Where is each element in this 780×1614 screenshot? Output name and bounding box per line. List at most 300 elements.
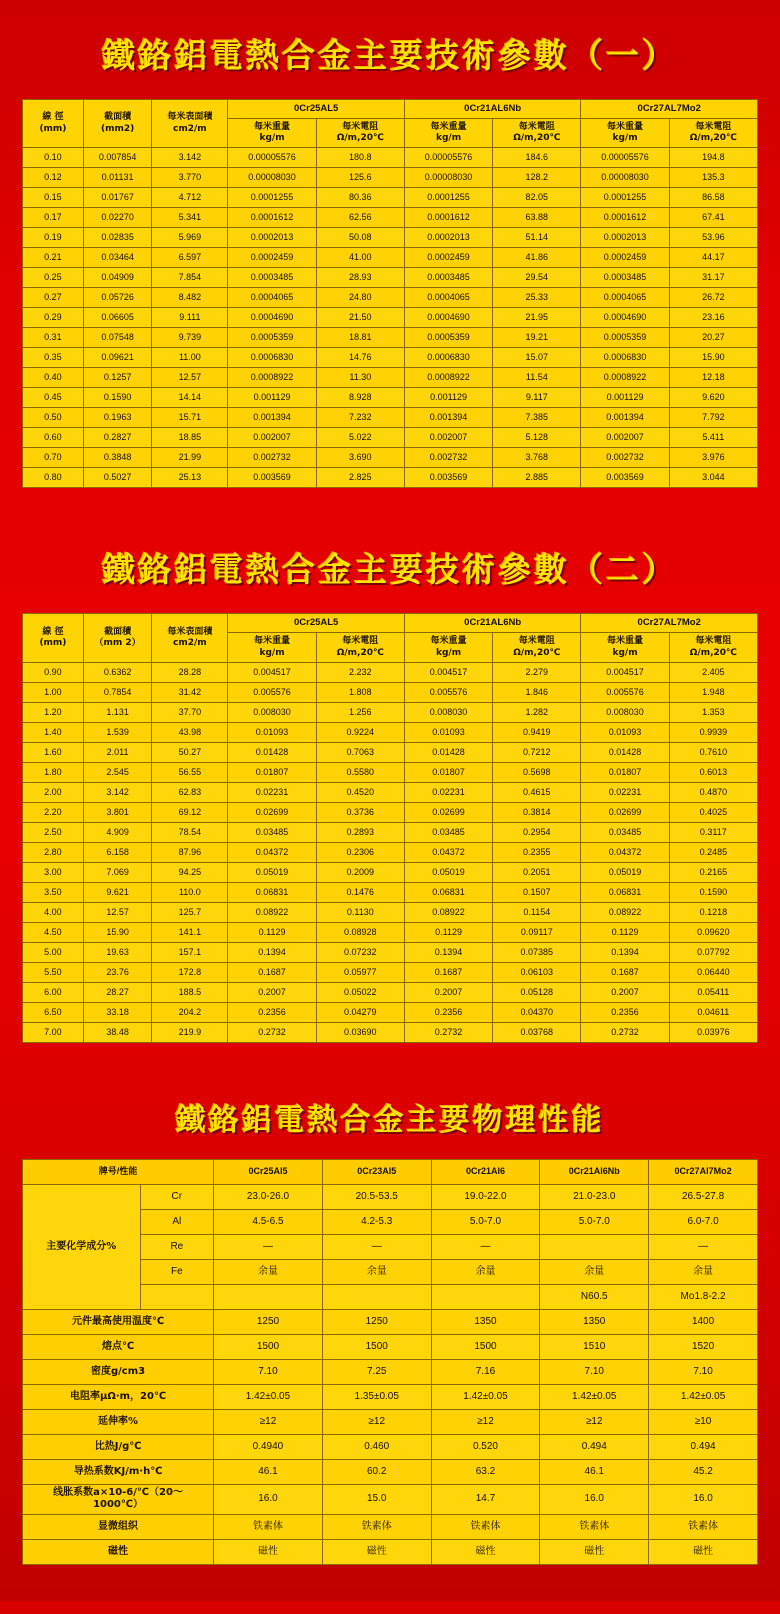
table-cell: 21.50 (316, 308, 404, 328)
table-cell: 0.1218 (669, 902, 757, 922)
col-header-area: 截面積 （mm 2） (83, 614, 151, 662)
table-cell: 11.54 (493, 368, 581, 388)
table-cell: 0.7610 (669, 742, 757, 762)
sub-header-weight: 每米重量 kg/m (404, 633, 492, 663)
table-cell: 16.0 (214, 1484, 323, 1514)
table-row (23, 148, 758, 168)
table-cell: 0.27 (23, 288, 84, 308)
table-cell: 0.0008922 (581, 368, 669, 388)
property-label: 延伸率% (23, 1409, 214, 1434)
table-cell: 9.111 (152, 308, 228, 328)
table-cell: 172.8 (152, 962, 228, 982)
table-wrapper-2 (0, 613, 780, 1068)
table-cell: 6.0-7.0 (649, 1209, 758, 1234)
table-cell: 0.005576 (404, 682, 492, 702)
table-cell: 6.00 (23, 982, 84, 1002)
table-cell: 磁性 (322, 1539, 431, 1564)
table-row (23, 388, 758, 408)
table-row (23, 942, 758, 962)
table-cell: 0.4940 (214, 1434, 323, 1459)
table-cell: 4.5-6.5 (214, 1209, 323, 1234)
group-header-alloy-1: 0Cr25AL5 (228, 100, 405, 119)
table-cell: 0.06831 (404, 882, 492, 902)
composition-element-label: Re (140, 1234, 213, 1259)
table-cell: 0.50 (23, 408, 84, 428)
table-cell: 0.002007 (228, 428, 316, 448)
table-cell: 0.03485 (404, 822, 492, 842)
physical-properties-table (22, 1159, 758, 1565)
table-cell: 0.008030 (404, 702, 492, 722)
table-cell: 135.3 (669, 168, 757, 188)
table-cell: 0.07548 (83, 328, 151, 348)
table-cell: 21.95 (493, 308, 581, 328)
table-cell: 0.1394 (228, 942, 316, 962)
table-cell: 6.158 (83, 842, 151, 862)
table-cell: 0.07385 (493, 942, 581, 962)
table-cell: 2.405 (669, 662, 757, 682)
table-cell: 0.01093 (581, 722, 669, 742)
table-cell: 0.2893 (316, 822, 404, 842)
table-cell: 铁素体 (649, 1514, 758, 1539)
table-cell: 125.6 (316, 168, 404, 188)
table-cell: 1.42±0.05 (214, 1384, 323, 1409)
table-cell: 0.05019 (404, 862, 492, 882)
table-row (23, 308, 758, 328)
table-row (23, 1514, 758, 1539)
table-cell: 0.01807 (404, 762, 492, 782)
table-cell: N60.5 (540, 1284, 649, 1309)
table-row (23, 842, 758, 862)
property-label: 密度g/cm3 (23, 1359, 214, 1384)
table-cell: 0.5698 (493, 762, 581, 782)
table-cell: 28.28 (152, 662, 228, 682)
table-cell: 14.76 (316, 348, 404, 368)
table-cell: 3.768 (493, 448, 581, 468)
table-cell: 0.0001612 (404, 208, 492, 228)
table-cell: 2.885 (493, 468, 581, 488)
table-cell: 0.1590 (669, 882, 757, 902)
table-cell: 4.50 (23, 922, 84, 942)
table-cell: 0.002732 (581, 448, 669, 468)
table-cell: 1.40 (23, 722, 84, 742)
table-cell: 0.03464 (83, 248, 151, 268)
table-cell: 0.0005359 (228, 328, 316, 348)
table-cell: 219.9 (152, 1022, 228, 1042)
table-cell: 0.09621 (83, 348, 151, 368)
table-cell: 20.5-53.5 (322, 1184, 431, 1209)
table-cell: 7.25 (322, 1359, 431, 1384)
table-cell: 0.3736 (316, 802, 404, 822)
table-cell: 19.0-22.0 (431, 1184, 540, 1209)
table-cell: 0.4025 (669, 802, 757, 822)
table-cell: 0.02835 (83, 228, 151, 248)
table-row (23, 448, 758, 468)
table-cell: 0.02231 (228, 782, 316, 802)
table-row (23, 1002, 758, 1022)
table-cell: 0.05411 (669, 982, 757, 1002)
table-cell: 0.1394 (404, 942, 492, 962)
table-cell: 0.2732 (404, 1022, 492, 1042)
table-cell: 0.1129 (581, 922, 669, 942)
table-cell: 0.02270 (83, 208, 151, 228)
table-cell: 63.2 (431, 1459, 540, 1484)
table-cell: 3.976 (669, 448, 757, 468)
table-cell: 0.3814 (493, 802, 581, 822)
table-cell: 11.30 (316, 368, 404, 388)
column-header-alloy: 0Cr25Al5 (214, 1159, 323, 1184)
table-cell: — (214, 1234, 323, 1259)
group-header-alloy-2: 0Cr21AL6Nb (404, 100, 581, 119)
table-cell: 0.3117 (669, 822, 757, 842)
table-body-1 (23, 148, 758, 488)
table-row (23, 982, 758, 1002)
table-row (23, 1184, 758, 1209)
table-cell: 0.5580 (316, 762, 404, 782)
table-row (23, 882, 758, 902)
property-label: 线胀系数a×10-6/℃（20～ 1000℃） (23, 1484, 214, 1514)
sub-header-weight: 每米重量 kg/m (581, 118, 669, 148)
col-header-surface: 每米表面積 cm2/m (152, 100, 228, 148)
sub-header-resistance: 每米電阻 Ω/m,20℃ (669, 633, 757, 663)
table-cell: 0.04372 (581, 842, 669, 862)
table-cell: 0.03768 (493, 1022, 581, 1042)
col-header-wire-dia: 線 徑 (mm) (23, 614, 84, 662)
table-header-2 (23, 614, 758, 662)
table-cell: 1250 (214, 1309, 323, 1334)
table-cell: 0.06831 (581, 882, 669, 902)
table-cell: 5.0-7.0 (431, 1209, 540, 1234)
table-row (23, 288, 758, 308)
table-cell: 78.54 (152, 822, 228, 842)
table-cell: 0.2007 (228, 982, 316, 1002)
table-cell: 44.17 (669, 248, 757, 268)
table-cell: 0.002732 (404, 448, 492, 468)
table-cell: 0.06440 (669, 962, 757, 982)
table-wrapper-1 (0, 99, 780, 514)
col-header-surface: 每米表面積 cm2/m (152, 614, 228, 662)
table-cell: 23.76 (83, 962, 151, 982)
table-row (23, 348, 758, 368)
table-cell: 0.0004065 (228, 288, 316, 308)
table-cell: 1500 (431, 1334, 540, 1359)
table-row (23, 1539, 758, 1564)
table-cell: 2.232 (316, 662, 404, 682)
table-cell: 1.20 (23, 702, 84, 722)
table-cell: 3.00 (23, 862, 84, 882)
table-cell: 7.16 (431, 1359, 540, 1384)
table-row (23, 922, 758, 942)
table-cell: 0.0003485 (404, 268, 492, 288)
table-cell: 0.008030 (581, 702, 669, 722)
table-cell: 2.20 (23, 802, 84, 822)
table-row (23, 702, 758, 722)
table-cell: 0.01428 (228, 742, 316, 762)
table-cell: 9.620 (669, 388, 757, 408)
col-header-area: 截面積 (mm2) (83, 100, 151, 148)
table-cell: 2.279 (493, 662, 581, 682)
table-cell: 5.50 (23, 962, 84, 982)
table-cell: 8.928 (316, 388, 404, 408)
table-cell: 0.00008030 (404, 168, 492, 188)
table-cell: 0.05128 (493, 982, 581, 1002)
table-cell: 0.9224 (316, 722, 404, 742)
table-cell: 7.10 (540, 1359, 649, 1384)
column-header-alloy: 0Cr21Al6 (431, 1159, 540, 1184)
table-cell: 0.5027 (83, 468, 151, 488)
grade-property-header: 牌号/性能 (23, 1159, 214, 1184)
table-cell: 1500 (214, 1334, 323, 1359)
table-cell: 0.25 (23, 268, 84, 288)
table-cell: 0.0002013 (404, 228, 492, 248)
table-row (23, 1334, 758, 1359)
table-cell: 0.001394 (228, 408, 316, 428)
table-cell: ≥12 (540, 1409, 649, 1434)
table-cell: 0.002007 (404, 428, 492, 448)
tech-params-table-1 (22, 99, 758, 488)
table-cell: 0.29 (23, 308, 84, 328)
table-cell: 0.80 (23, 468, 84, 488)
table-cell: 0.0004690 (581, 308, 669, 328)
table-cell: 0.0002459 (581, 248, 669, 268)
table-cell: — (322, 1234, 431, 1259)
table-cell: 0.04370 (493, 1002, 581, 1022)
table-cell: 0.2165 (669, 862, 757, 882)
sub-header-resistance: 每米電阻 Ω/m,20℃ (316, 633, 404, 663)
composition-group-label: 主要化学成分% (23, 1184, 141, 1309)
table-cell (214, 1284, 323, 1309)
table-row (23, 902, 758, 922)
table-cell: 1.808 (316, 682, 404, 702)
table-cell: 4.2-5.3 (322, 1209, 431, 1234)
table-cell: 4.00 (23, 902, 84, 922)
table-cell: 110.0 (152, 882, 228, 902)
table-cell: 磁性 (431, 1539, 540, 1564)
table-cell: 0.00005576 (581, 148, 669, 168)
table-cell: 0.1507 (493, 882, 581, 902)
table-cell: 0.2009 (316, 862, 404, 882)
table-cell: 157.1 (152, 942, 228, 962)
table-cell: 15.0 (322, 1484, 431, 1514)
table-cell: 94.25 (152, 862, 228, 882)
table-cell (540, 1234, 649, 1259)
table-cell: 0.460 (322, 1434, 431, 1459)
table-row (23, 802, 758, 822)
table-cell: 0.001394 (581, 408, 669, 428)
table-cell: 0.01093 (404, 722, 492, 742)
composition-element-label: Fe (140, 1259, 213, 1284)
table-cell: 25.13 (152, 468, 228, 488)
table-cell: 19.63 (83, 942, 151, 962)
table-cell: 0.0005359 (404, 328, 492, 348)
table-cell: 0.08922 (404, 902, 492, 922)
table-cell: 18.81 (316, 328, 404, 348)
table-cell: 0.17 (23, 208, 84, 228)
table-cell: 0.1590 (83, 388, 151, 408)
table-cell: 0.0003485 (228, 268, 316, 288)
column-header-alloy: 0Cr23Al5 (322, 1159, 431, 1184)
table-cell: 0.00008030 (581, 168, 669, 188)
table-cell: 21.0-23.0 (540, 1184, 649, 1209)
table-cell: — (431, 1234, 540, 1259)
table-cell: 铁素体 (214, 1514, 323, 1539)
table-cell: 0.05726 (83, 288, 151, 308)
table-cell: 0.01131 (83, 168, 151, 188)
table-row (23, 1384, 758, 1409)
table-row (23, 188, 758, 208)
table-cell: 5.128 (493, 428, 581, 448)
table-cell: 7.00 (23, 1022, 84, 1042)
table-cell: 0.6362 (83, 662, 151, 682)
group-header-alloy-2: 0Cr21AL6Nb (404, 614, 581, 633)
table-cell: 0.520 (431, 1434, 540, 1459)
table-cell: 0.0001612 (581, 208, 669, 228)
table-cell: 56.55 (152, 762, 228, 782)
table-row (23, 268, 758, 288)
table-cell: 3.142 (83, 782, 151, 802)
sub-header-weight: 每米重量 kg/m (404, 118, 492, 148)
table-cell: 0.494 (649, 1434, 758, 1459)
table-row (23, 1459, 758, 1484)
table-cell: 43.98 (152, 722, 228, 742)
table-cell: 26.5-27.8 (649, 1184, 758, 1209)
table-cell: 0.1394 (581, 942, 669, 962)
table-cell: 25.33 (493, 288, 581, 308)
table-cell: 0.002007 (581, 428, 669, 448)
table-cell: 0.21 (23, 248, 84, 268)
table-cell: 0.001394 (404, 408, 492, 428)
table-cell: 1.60 (23, 742, 84, 762)
table-cell: ≥12 (431, 1409, 540, 1434)
table-cell: 0.0002013 (228, 228, 316, 248)
table-cell: 8.482 (152, 288, 228, 308)
table-row (23, 1434, 758, 1459)
table-row (23, 168, 758, 188)
page-title-1: 鐵鉻鋁電熱合金主要技術參數（一） (102, 36, 678, 75)
property-label: 磁性 (23, 1539, 214, 1564)
table-row (23, 368, 758, 388)
table-cell: 0.35 (23, 348, 84, 368)
table-cell: 0.1476 (316, 882, 404, 902)
table-cell: 63.88 (493, 208, 581, 228)
table-cell: 15.90 (83, 922, 151, 942)
table-cell: 3.044 (669, 468, 757, 488)
table-cell: 7.10 (214, 1359, 323, 1384)
table-row (23, 1359, 758, 1384)
table-cell: 0.02699 (404, 802, 492, 822)
table-cell: 0.12 (23, 168, 84, 188)
table-cell: 0.1129 (228, 922, 316, 942)
property-label: 元件最高使用温度℃ (23, 1309, 214, 1334)
table-cell: 0.2732 (581, 1022, 669, 1042)
property-label: 显微组织 (23, 1514, 214, 1539)
table-cell: 0.03690 (316, 1022, 404, 1042)
table-cell: 0.2007 (581, 982, 669, 1002)
table-cell: 4.909 (83, 822, 151, 842)
table-cell: 0.1687 (228, 962, 316, 982)
table-cell: 0.04611 (669, 1002, 757, 1022)
table-cell: 0.2355 (493, 842, 581, 862)
table-cell: 2.50 (23, 822, 84, 842)
table-row (23, 208, 758, 228)
table-cell: 0.08928 (316, 922, 404, 942)
table-cell: 0.001129 (404, 388, 492, 408)
sub-header-weight: 每米重量 kg/m (581, 633, 669, 663)
table-cell: 0.7212 (493, 742, 581, 762)
table-cell: 80.36 (316, 188, 404, 208)
table-cell: 0.1130 (316, 902, 404, 922)
table-cell: 1.353 (669, 702, 757, 722)
table-cell: 0.04909 (83, 268, 151, 288)
table-cell: 1350 (540, 1309, 649, 1334)
table-cell: 0.45 (23, 388, 84, 408)
table-cell: 0.03976 (669, 1022, 757, 1042)
table-cell: Mo1.8-2.2 (649, 1284, 758, 1309)
table-cell: 2.545 (83, 762, 151, 782)
table-cell: 0.01428 (404, 742, 492, 762)
table-cell: 15.90 (669, 348, 757, 368)
table-row (23, 468, 758, 488)
table-row (23, 328, 758, 348)
table-cell: 0.06831 (228, 882, 316, 902)
table-cell: 0.01428 (581, 742, 669, 762)
group-header-alloy-3: 0Cr27AL7Mo2 (581, 614, 758, 633)
table-cell: 45.2 (649, 1459, 758, 1484)
table-row (23, 822, 758, 842)
table-cell: 0.9939 (669, 722, 757, 742)
table-cell: 24.80 (316, 288, 404, 308)
table-cell: 磁性 (540, 1539, 649, 1564)
table-cell: 12.18 (669, 368, 757, 388)
table-cell: 1.42±0.05 (649, 1384, 758, 1409)
table-cell: 0.03485 (228, 822, 316, 842)
table-cell: 15.71 (152, 408, 228, 428)
property-label: 比热J/g℃ (23, 1434, 214, 1459)
table-cell: 7.854 (152, 268, 228, 288)
table-cell: 1.539 (83, 722, 151, 742)
composition-element-label: Cr (140, 1184, 213, 1209)
table-cell: 0.02699 (581, 802, 669, 822)
table-cell: 29.54 (493, 268, 581, 288)
table-cell: 53.96 (669, 228, 757, 248)
table-row (23, 862, 758, 882)
table-cell: 0.00008030 (228, 168, 316, 188)
table-cell: 1.256 (316, 702, 404, 722)
table-cell: 0.02699 (228, 802, 316, 822)
table-cell: 0.0006830 (581, 348, 669, 368)
table-body-2 (23, 662, 758, 1042)
table-cell: 0.04372 (404, 842, 492, 862)
composition-element-label (140, 1284, 213, 1309)
table-row (23, 248, 758, 268)
table-cell: 0.0001255 (228, 188, 316, 208)
table-cell: 0.004517 (404, 662, 492, 682)
table-cell: 0.1687 (581, 962, 669, 982)
table-cell: 0.02231 (581, 782, 669, 802)
table-cell: 62.56 (316, 208, 404, 228)
table-cell: 0.0008922 (404, 368, 492, 388)
table-cell: 0.1687 (404, 962, 492, 982)
table-cell: 铁素体 (540, 1514, 649, 1539)
table-cell: 0.0002459 (404, 248, 492, 268)
page-title-3: 鐵鉻鋁電熱合金主要物理性能 (175, 1102, 605, 1138)
table-cell: 2.825 (316, 468, 404, 488)
col-header-wire-dia: 線 徑 (mm) (23, 100, 84, 148)
table-cell: 0.1154 (493, 902, 581, 922)
table-cell: 18.85 (152, 428, 228, 448)
table-cell: 7.069 (83, 862, 151, 882)
table-cell: 0.05019 (581, 862, 669, 882)
table-cell: 12.57 (152, 368, 228, 388)
